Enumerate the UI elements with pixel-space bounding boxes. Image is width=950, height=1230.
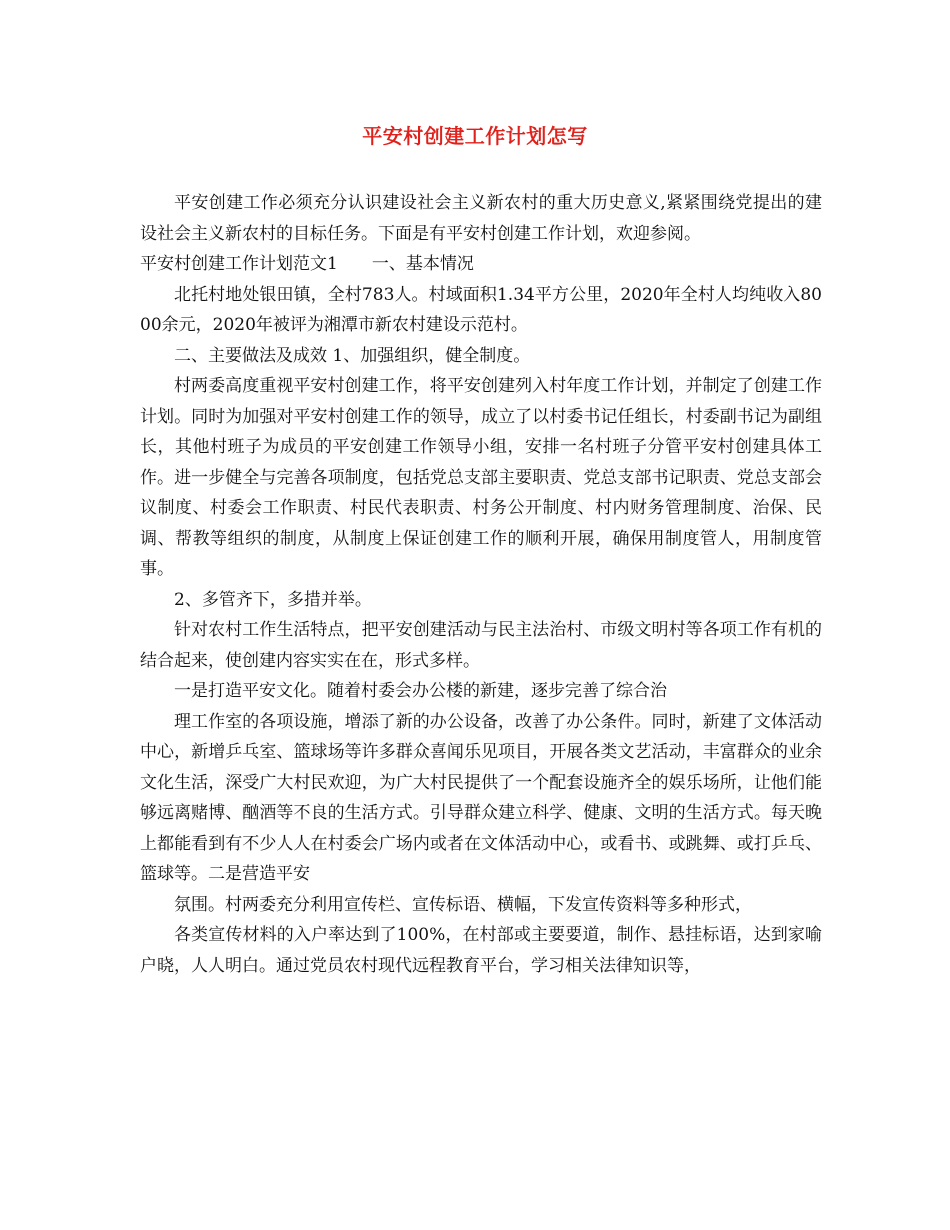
paragraph-main-measures: 二、主要做法及成效 1、加强组织，健全制度。	[174, 345, 531, 366]
paragraph-organization: 村两委高度重视平安村创建工作，将平安创建列入村年度工作计划，并制定了创建工作计划。同时为加强对平安村创建工作的领导，成立了以村委书记任组长，村委副书记为副组长，其他村班子为成员的平安创建工作领导小组，安排一名村班子分管平安村创建具体工作。进一步健全与完善各项制度，包括党总支部主要职责、党总支部书记职责、党总支部会议制度、村委会工作职责、村民代表职责、村务公开制度、村内财务管理制度、治保、民调、帮教等组织的制度，从制度上保证创建工作的顺利开展，确保用制度管人，用制度管事。	[140, 376, 822, 579]
document-title: 平安村创建工作计划怎写	[362, 124, 588, 148]
paragraph-rural-features: 针对农村工作生活特点，把平安创建活动与民主法治村、市级文明村等各项工作有机的结合起来，使创建内容实实在在，形式多样。	[140, 620, 822, 671]
document-body	[140, 188, 822, 981]
paragraph-intro: 平安创建工作必须充分认识建设社会主义新农村的重大历史意义,紧紧围绕党提出的建设社会主义新农村的目标任务。下面是有平安村创建工作计划，欢迎参阅。	[140, 193, 822, 244]
paragraph-culture-start: 一是打造平安文化。随着村委会办公楼的新建，逐步完善了综合治	[174, 681, 667, 701]
paragraph-publicity: 各类宣传材料的入户率达到了100%，在村部或主要要道，制作、悬挂标语，达到家喻户晓，人人明白。通过党员农村现代远程教育平台，学习相关法律知识等，	[140, 925, 822, 976]
paragraph-multi-measures: 2、多管齐下，多措并举。	[174, 589, 372, 610]
paragraph-section-heading: 平安村创建工作计划范文1 一、基本情况	[140, 254, 474, 274]
paragraph-atmosphere: 氛围。村两委充分利用宣传栏、宣传标语、横幅，下发宣传资料等多种形式，	[174, 894, 752, 915]
paragraph-culture-detail: 理工作室的各项设施，增添了新的办公设备，改善了办公条件。同时，新建了文体活动中心，新增乒乓室、篮球场等许多群众喜闻乐见项目，开展各类文艺活动，丰富群众的业余文化生活，深受广大村民欢迎，为广大村民提供了一个配套设施齐全的娱乐场所，让他们能够远离赌博、酗酒等不良的生活方式。引导群众建立科学、健康、文明的生活方式。每天晚上都能看到有不少人人在村委会广场内或者在文体活动中心，或看书、或跳舞、或打乒乓、篮球等。二是营造平安	[140, 711, 822, 884]
paragraph-basic-info: 北托村地处银田镇，全村783人。村域面积1.34平方公里，2020年全村人均纯收入8000余元，2020年被评为湘潭市新农村建设示范村。	[140, 284, 822, 335]
